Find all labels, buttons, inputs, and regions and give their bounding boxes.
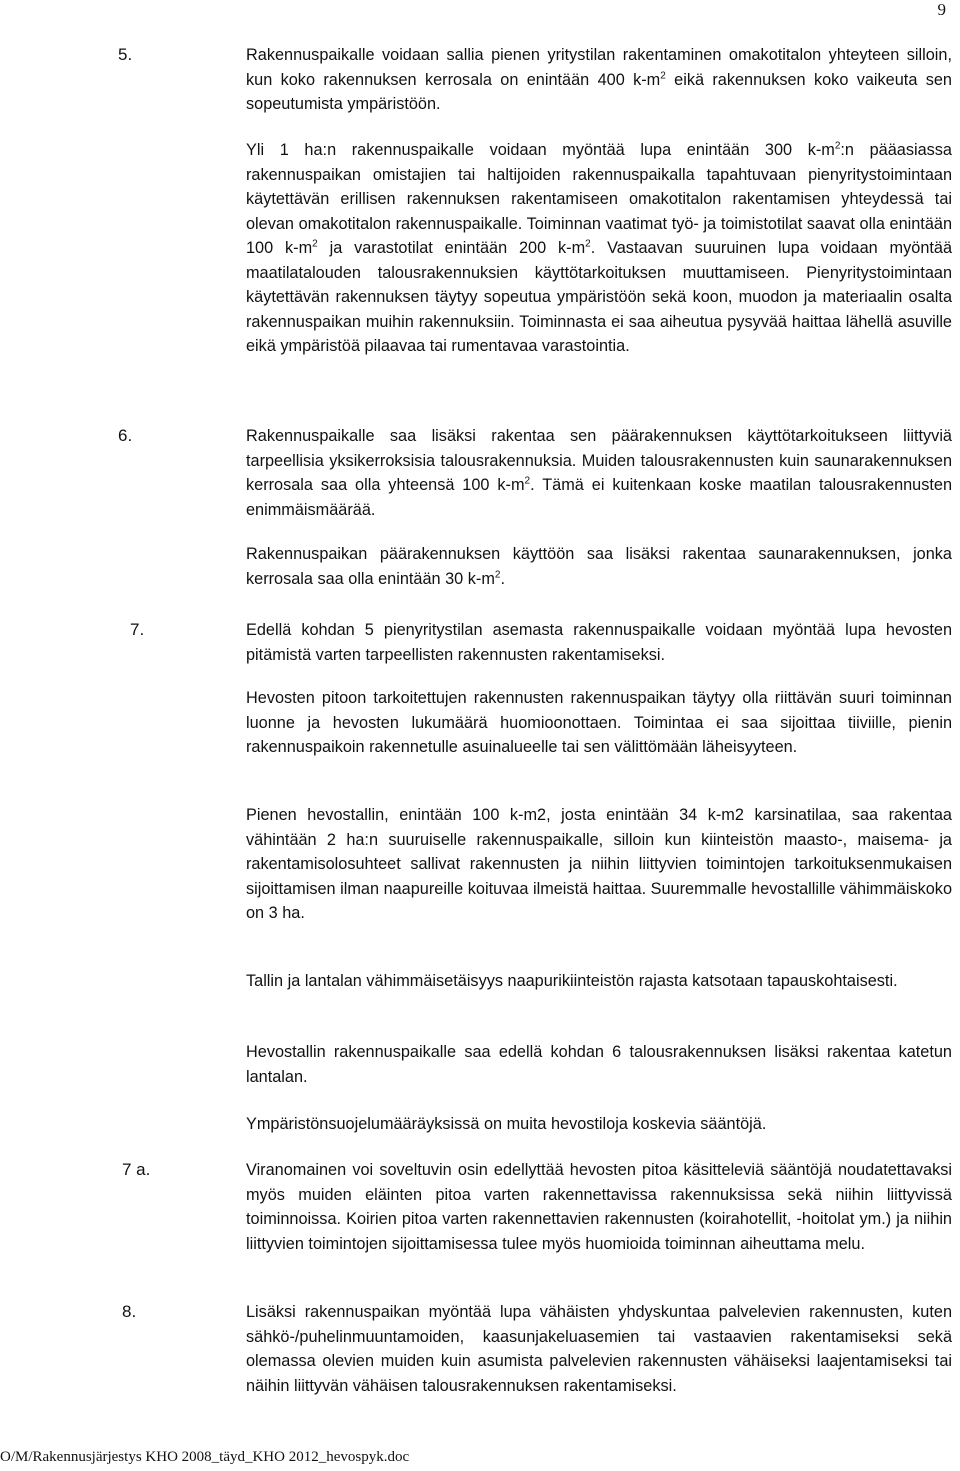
- item-number: 7.: [130, 620, 145, 639]
- paragraph: Tallin ja lantalan vähimmäisetäisyys naapurikiinteistön rajasta katsotaan tapauskohtaisesti.: [246, 972, 898, 990]
- text-run: eikä rakennuksen koko vaikeuta sen sopeutumista ympäristöön.: [246, 70, 952, 113]
- text-run: Yli 1 ha:n rakennuspaikalle voidaan myöntää lupa enintään 300 k-m: [246, 141, 835, 159]
- text-run: . Vastaavan suuruinen lupa voidaan myöntää maatilatalouden talousrakennuksien käyttötarkoituksen muuttamiseen. Pienyritystoimintaan käytettävän rakennuksen täytyy sopeutua ympäristöön sekä koon, muodon ja materiaalin osalta rakennuspaikan muihin rakennuksiin. Toiminnasta ei saa aiheutua pysyvää haittaa lähellä asuville eikä ympäristöä pilaavaa tai rumentavaa varastointia.: [246, 239, 953, 355]
- text-run: Rakennuspaikalle voidaan sallia pienen yritystilan rakentaminen omakotitalon yhteyteen silloin, kun koko rakennuksen kerrosala on enintään 400 k-m: [246, 46, 952, 89]
- superscript: 2: [834, 140, 841, 152]
- item-number: 8.: [122, 1302, 137, 1321]
- paragraph: [246, 43, 952, 117]
- superscript: 2: [585, 238, 591, 250]
- superscript: 2: [524, 475, 531, 487]
- paragraph: [246, 138, 952, 359]
- text-run: .: [500, 569, 505, 588]
- paragraph: Lisäksi rakennuspaikan myöntää lupa vähäisten yhdyskuntaa palvelevien rakennusten, kuten sähkö-/puhelinmuuntamoiden, kaasunjakeluasemien tai vastaavien rakentamiseksi sekä olemassa olevien muiden kuin asumista palvelevien rakennusten vähäiseksi laajentamiseksi tai näihin liittyvän vähäisen talousrakennuksen rakentamiseksi.: [246, 1303, 952, 1395]
- text-run: Rakennuspaikalle saa lisäksi rakentaa sen päärakennuksen käyttötarkoitukseen liittyviä tarpeellisia yksikerroksisia talousrakennuksia. Muiden talousrakennusten kuin saunarakennuksen kerrosala saa olla yhteensä 100 k-m: [246, 427, 952, 494]
- item-number: 7 a.: [122, 1160, 151, 1179]
- paragraph: Hevostallin rakennuspaikalle saa edellä kohdan 6 talousrakennuksen lisäksi rakentaa katetun lantalan.: [246, 1043, 952, 1086]
- footer-filename: O/M/Rakennusjärjestys KHO 2008_täyd_KHO 2012_hevospyk.doc: [0, 1449, 410, 1465]
- item-number: 6.: [118, 426, 133, 445]
- superscript: 2: [660, 70, 666, 82]
- text-run: . Tämä ei kuitenkaan koske maatilan talousrakennusten enimmäismäärää.: [246, 476, 953, 519]
- text-run: Rakennuspaikan päärakennuksen käyttöön saa lisäksi rakentaa saunarakennuksen, jonka kerrosala saa olla enintään 30 k-m: [246, 545, 952, 588]
- paragraph: [246, 542, 952, 591]
- text-run: :n pääasiassa rakennuspaikan omistajien tai haltijoiden rakennuspaikalla tapahtuvaan pienyritystoimintaan käytettävän erillisen rakennuksen rakentamiseen omakotitalon rakentamisen yhteydessä tai olevan omakotitalon rakennuspaikalle. Toiminnan vaatimat työ- ja toimistotilat saavat olla enintään 100 k-m: [246, 141, 952, 257]
- text-run: ja varastotilat enintään 200 k-m: [317, 239, 586, 257]
- paragraph: Ympäristönsuojelumääräyksissä on muita hevostiloja koskevia sääntöjä.: [246, 1115, 767, 1133]
- paragraph: Hevosten pitoon tarkoitettujen rakennusten rakennuspaikan täytyy olla riittävän suuri toiminnan luonne ja hevosten lukumäärä huomioonottaen. Toimintaa ei saa sijoittaa tiiviille, pienin rakennuspaikoin rakennetulle asuinalueelle tai sen välittömään läheisyyteen.: [246, 689, 952, 756]
- paragraph: [246, 424, 952, 522]
- paragraph: Edellä kohdan 5 pienyritystilan asemasta rakennuspaikalle voidaan myöntää lupa hevosten pitämistä varten tarpeellisten rakennusten rakentamiseksi.: [246, 621, 952, 664]
- superscript: 2: [312, 238, 318, 250]
- paragraph: Pienen hevostallin, enintään 100 k-m2, josta enintään 34 k-m2 karsinatilaa, saa rakentaa vähintään 2 ha:n suuruiselle rakennuspaikalle, silloin kun kiinteistön maasto-, maisema- ja rakentamisolosuhteet sallivat rakennusten ja niihin liittyvien toimintojen tarkoituksenmukaisen sijoittamisen ilman naapureille koituvaa ilmeistä haittaa. Suuremmalle hevostallille vähimmäiskoko on 3 ha.: [246, 806, 952, 922]
- page-number: 9: [937, 0, 946, 19]
- paragraph: Viranomainen voi soveltuvin osin edellyttää hevosten pitoa käsitteleviä sääntöjä noudatettavaksi myös muiden eläinten pitoa varten rakennettavissa rakennuksissa sekä niihin liittyvissä toiminnoissa. Koirien pitoa varten rakennettavien rakennusten (koirahotellit, -hoitolat ym.) ja niihin liittyvien toimintojen sijoittamisessa tulee myös huomioida toiminnan aiheuttama melu.: [246, 1161, 952, 1253]
- superscript: 2: [494, 569, 501, 581]
- item-number: 5.: [118, 45, 133, 64]
